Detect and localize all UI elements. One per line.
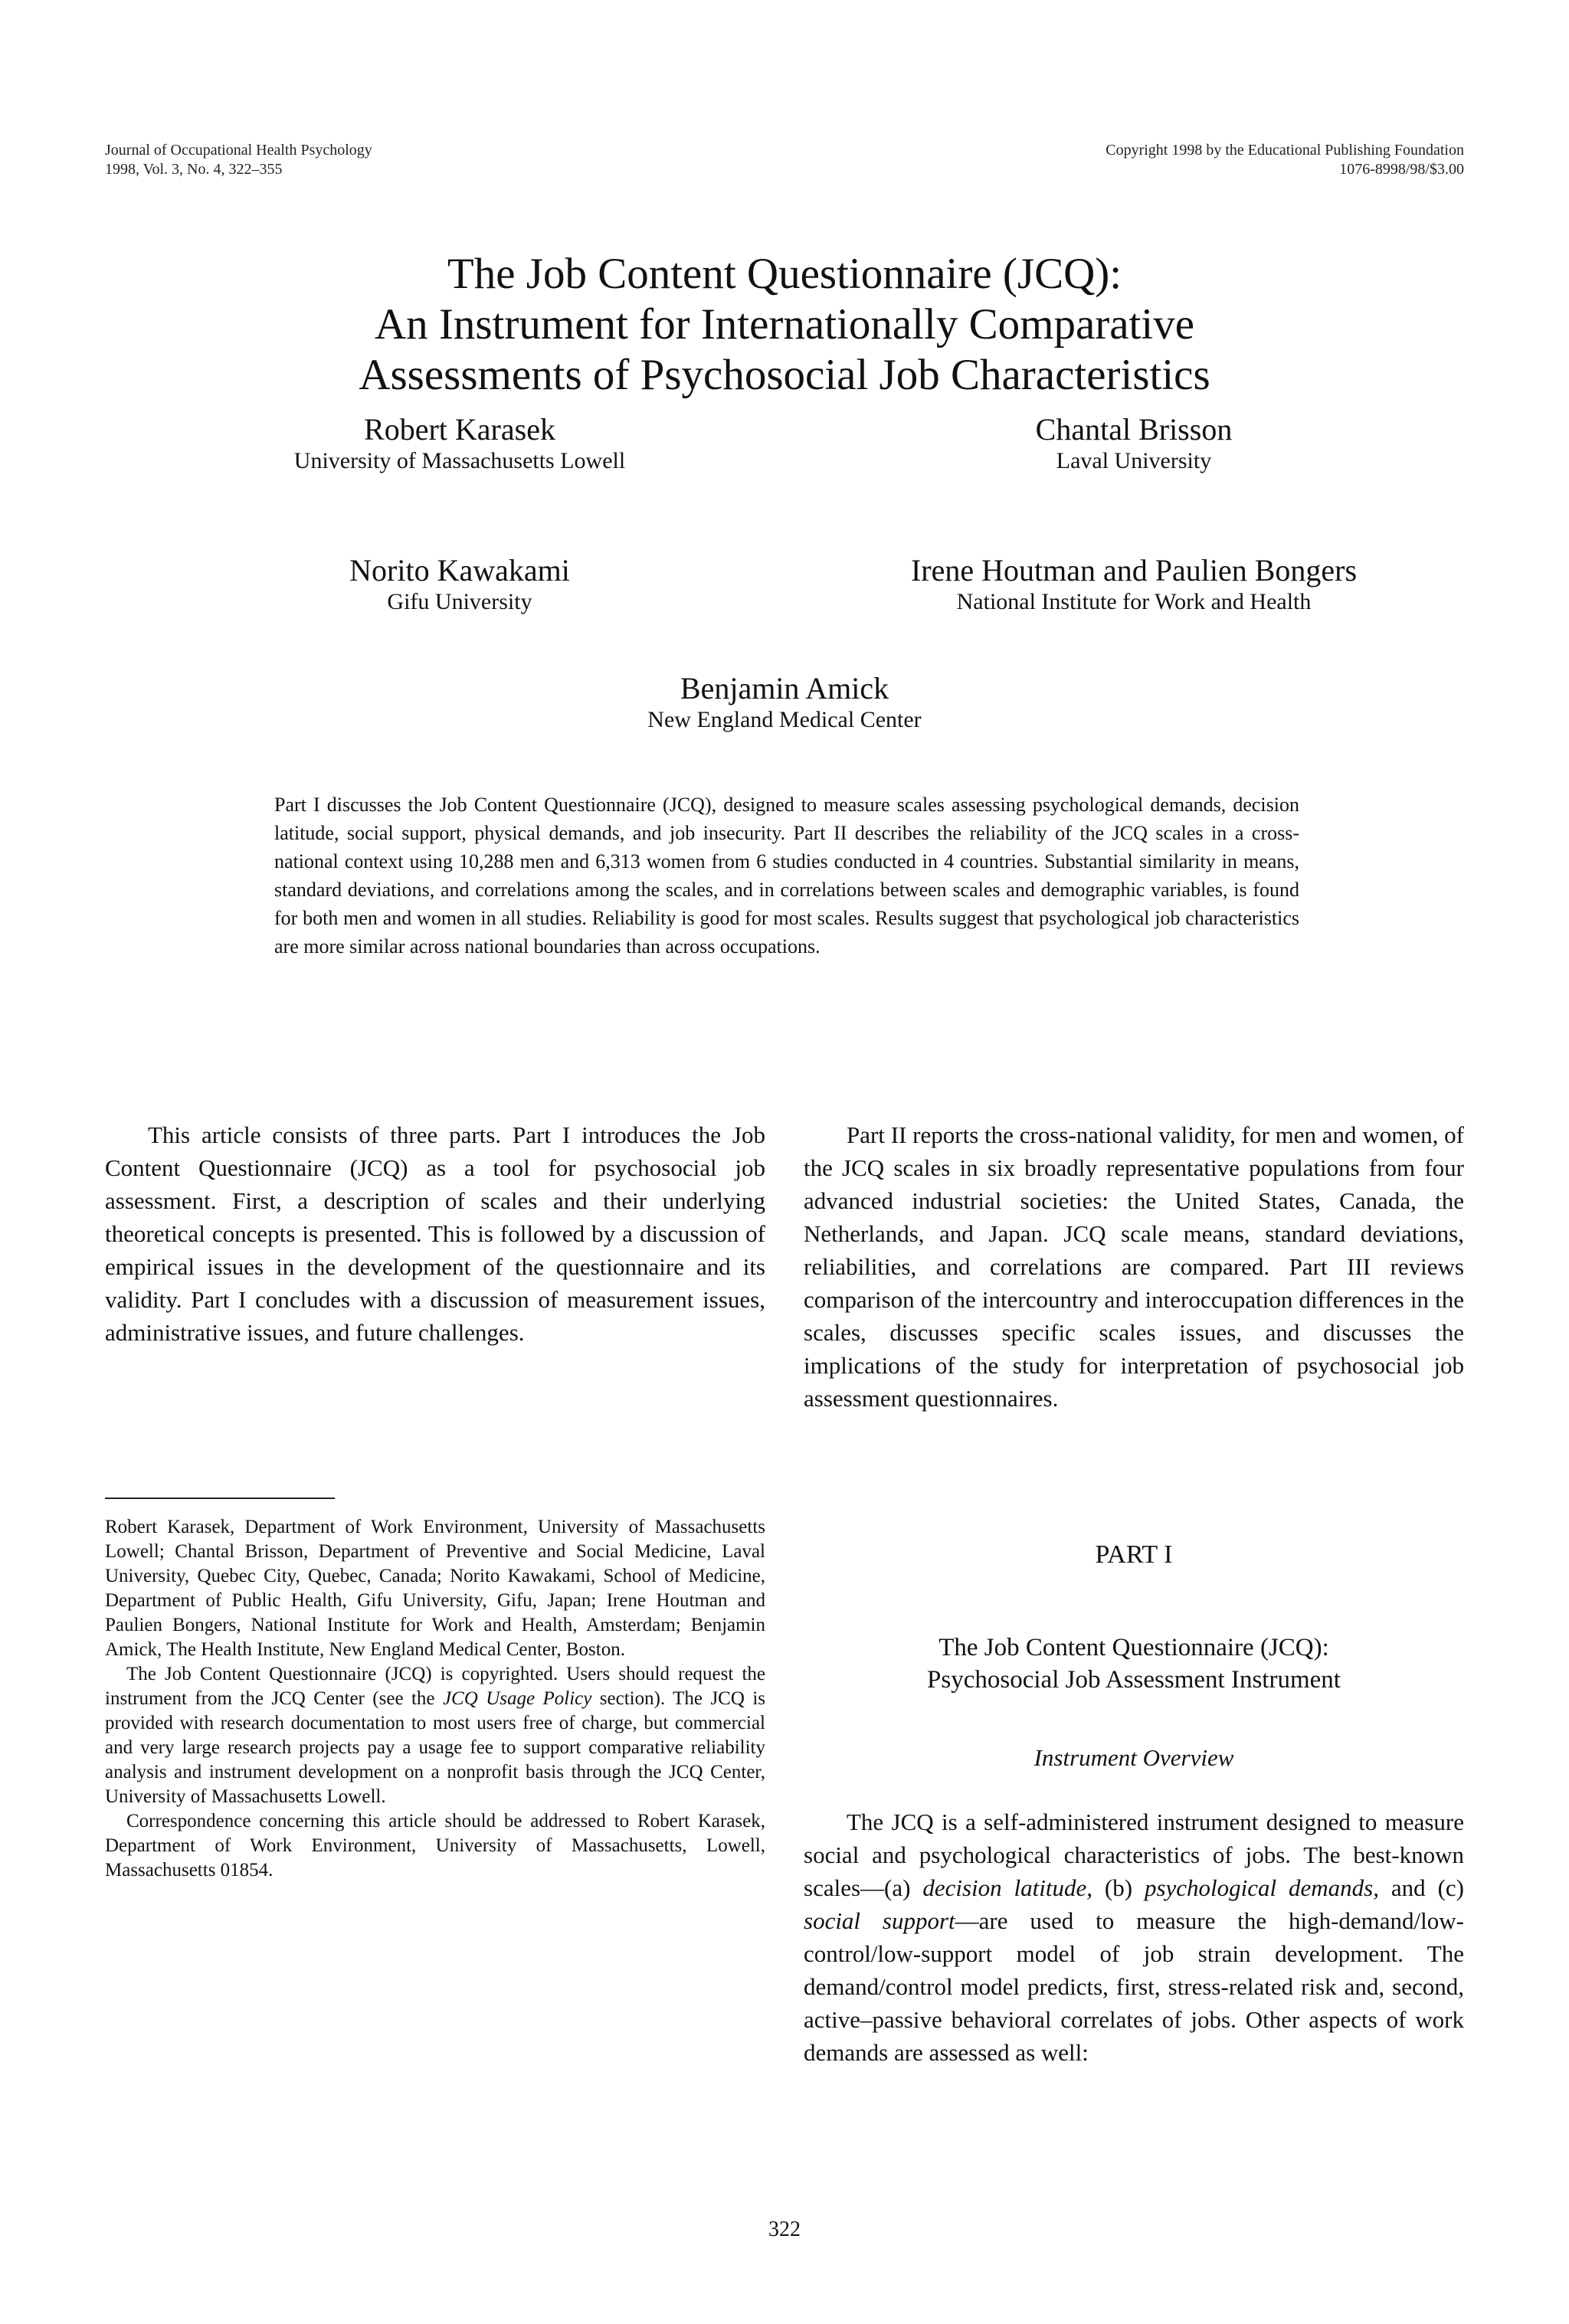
title-line-3: Assessments of Psychosocial Job Characteristics xyxy=(359,351,1210,399)
author-name: Benjamin Amick xyxy=(680,671,889,705)
journal-citation: 1998, Vol. 3, No. 4, 322–355 xyxy=(105,161,283,178)
footnote-correspondence: Correspondence concerning this article should be addressed to Robert Karasek, Department of Work Environment, University of Massachusetts, Lowell, Massachusetts 01854. xyxy=(105,1811,765,1880)
page-number: 322 xyxy=(768,2218,801,2241)
abstract: Part I discusses the Job Content Questionnaire (JCQ), designed to measure scales assessing psychological demands, decision latitude, social support, physical demands, and job insecurity. Part II describes the reliability of the JCQ scales in a cross-national context using 10,288 men and 6,313 women from 6 studies conducted in 4 countries. Substantial similarity in means, standard deviations, and correlations among the scales, and in correlations between scales and demographic variables, is found for both men and women in all studies. Reliability is good for most scales. Results suggest that psychological job characteristics are more similar across national boundaries than across occupations. xyxy=(274,794,1299,957)
journal-name: Journal of Occupational Health Psychology xyxy=(105,142,372,159)
author-footnotes xyxy=(105,1515,765,1883)
price-code: 1076-8998/98/$3.00 xyxy=(1339,161,1464,178)
author-affiliation: Gifu University xyxy=(387,589,532,614)
author-block-kawakami xyxy=(199,553,720,616)
title-line-1: The Job Content Questionnaire (JCQ): xyxy=(447,250,1122,298)
author-name: Norito Kawakami xyxy=(349,553,570,588)
footnote-copyright: The Job Content Questionnaire (JCQ) is copyrighted. Users should request the instrument from the JCQ Center (see the JCQ Usage Policy section). The JCQ is provided with research documentation to most users free of charge, but commercial and very large research projects pay a usage fee to support comparative reliability analysis and instrument development on a nonprofit basis through the JCQ Center, University of Massachusetts Lowell. xyxy=(105,1664,765,1807)
section-heading-line-1: The Job Content Questionnaire (JCQ): xyxy=(938,1634,1329,1661)
intro-text: Part II reports the cross-national validity, for men and women, of the JCQ scales in six broadly representative populations from four advanced industrial societies: the United States, Canada, the Netherlands, and Japan. JCQ scale means, standard deviations, reliabilities, and correlations are compared. Part III reviews comparison of the intercountry and interoccupation differences in the scales, discusses specific scales issues, and discusses the implications of the study for interpretation of psychosocial job assessment questionnaires. xyxy=(804,1121,1464,1412)
section-heading xyxy=(804,1632,1464,1696)
author-name: Chantal Brisson xyxy=(1035,412,1233,447)
author-affiliation: Laval University xyxy=(1056,448,1212,473)
author-name: Robert Karasek xyxy=(364,412,555,447)
author-block-amick xyxy=(478,671,1091,734)
section-heading-line-2: Psychosocial Job Assessment Instrument xyxy=(927,1666,1341,1694)
author-affiliation: National Institute for Work and Health xyxy=(956,589,1312,614)
footnote-affiliations: Robert Karasek, Department of Work Environment, University of Massachusetts Lowell; Chantal Brisson, Department of Preventive and Social Medicine, Laval University, Quebec City, Quebec, Canada; Norito Kawakami, School of Medicine, Department of Public Health, Gifu University, Gifu, Japan; Irene Houtman and Paulien Bongers, National Institute for Work and Health, Amsterdam; Benjamin Amick, The Health Institute, New England Medical Center, Boston. xyxy=(105,1517,765,1660)
intro-paragraph-right xyxy=(804,1118,1464,1415)
article-title xyxy=(0,249,1569,401)
author-block-brisson xyxy=(873,412,1394,475)
author-affiliation: New England Medical Center xyxy=(647,707,922,732)
title-line-2: An Instrument for Internationally Comparative xyxy=(374,300,1195,349)
author-block-houtman-bongers xyxy=(797,553,1471,616)
author-block-karasek xyxy=(199,412,720,475)
subsection-heading: Instrument Overview xyxy=(1033,1744,1234,1771)
instrument-overview-paragraph xyxy=(804,1805,1464,2069)
author-name: Irene Houtman and Paulien Bongers xyxy=(910,553,1358,588)
intro-text: This article consists of three parts. Part I introduces the Job Content Questionnaire (JCQ) as a tool for psychosocial job assessment. First, a description of scales and their underlying theoretical concepts is presented. This is followed by a discussion of empirical issues in the development of the questionnaire and its validity. Part I concludes with a discussion of measurement issues, administrative issues, and future challenges. xyxy=(105,1121,765,1346)
footnote-divider xyxy=(105,1498,335,1499)
part-heading: PART I xyxy=(1095,1540,1173,1569)
overview-text: The JCQ is a self-administered instrument designed to measure social and psychological characteristics of jobs. The best-known scales—(a) decision latitude, (b) psychological demands, and (c) social support—are used to measure the high-demand/low-control/low-support model of job strain development. The demand/control model predicts, first, stress-related risk and, second, active–passive behavioral correlates of jobs. Other aspects of work demands are assessed as well: xyxy=(804,1808,1464,2066)
intro-paragraph-left xyxy=(105,1118,765,1349)
copyright-notice: Copyright 1998 by the Educational Publishing Foundation xyxy=(1106,142,1464,159)
author-affiliation: University of Massachusetts Lowell xyxy=(293,448,626,473)
